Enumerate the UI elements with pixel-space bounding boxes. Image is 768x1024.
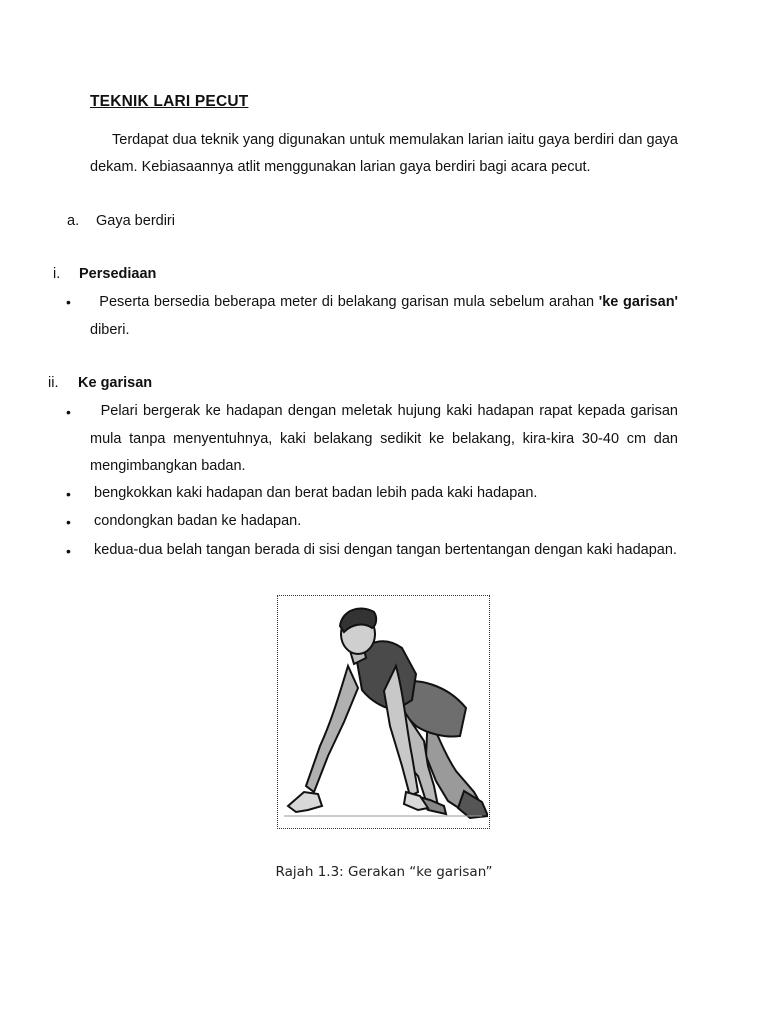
bullet-text: kedua-dua belah tangan berada di sisi dengan tangan bertentangan dengan kaki hadapan. [94,542,677,558]
bullet-dot: • [66,486,71,502]
bullet-dot: • [66,514,71,530]
list-item [90,480,678,508]
intro-paragraph: Terdapat dua teknik yang digunakan untuk memulakan larian iaitu gaya berdiri dan gaya dekam. Kebiasaannya atlit menggunakan larian gaya berdiri bagi acara pecut. [90,132,678,175]
section-a-marker: a. [67,213,80,229]
bullet-text: Peserta bersedia beberapa meter di belakang garisan mula sebelum arahan [99,294,599,310]
bullet-dot: • [66,294,71,310]
list-item [90,508,678,536]
bullet-dot: • [66,543,71,559]
section-i-heading: Persediaan [79,266,157,282]
bullet-text: condongkan badan ke hadapan. [94,513,302,529]
emphasis-text: 'ke garisan' [598,294,678,310]
bullet-text: Pelari bergerak ke hadapan dengan meletak hujung kaki hadapan rapat kepada garisan mula tanpa menyentuhnya, kaki belakang sedikit ke belakang, kira-kira 30-40 cm dan mengimbangkan badan. [90,403,678,474]
section-ii-heading: Ke garisan [78,375,153,391]
list-item [90,537,678,565]
page-title: TEKNIK LARI PECUT [90,93,249,110]
bullet-text: bengkokkan kaki hadapan dan berat badan lebih pada kaki hadapan. [94,485,538,501]
bullet-text: diberi. [90,321,130,338]
sprinter-illustration [278,596,488,827]
section-ii-marker: ii. [48,375,59,391]
section-a-label: Gaya berdiri [96,213,175,229]
figure-frame [277,595,490,829]
figure-caption: Rajah 1.3: Gerakan “ke garisan” [275,864,493,880]
section-i-marker: i. [53,266,61,282]
list-item [90,289,678,344]
list-item [90,398,678,481]
bullet-dot: • [66,404,71,420]
